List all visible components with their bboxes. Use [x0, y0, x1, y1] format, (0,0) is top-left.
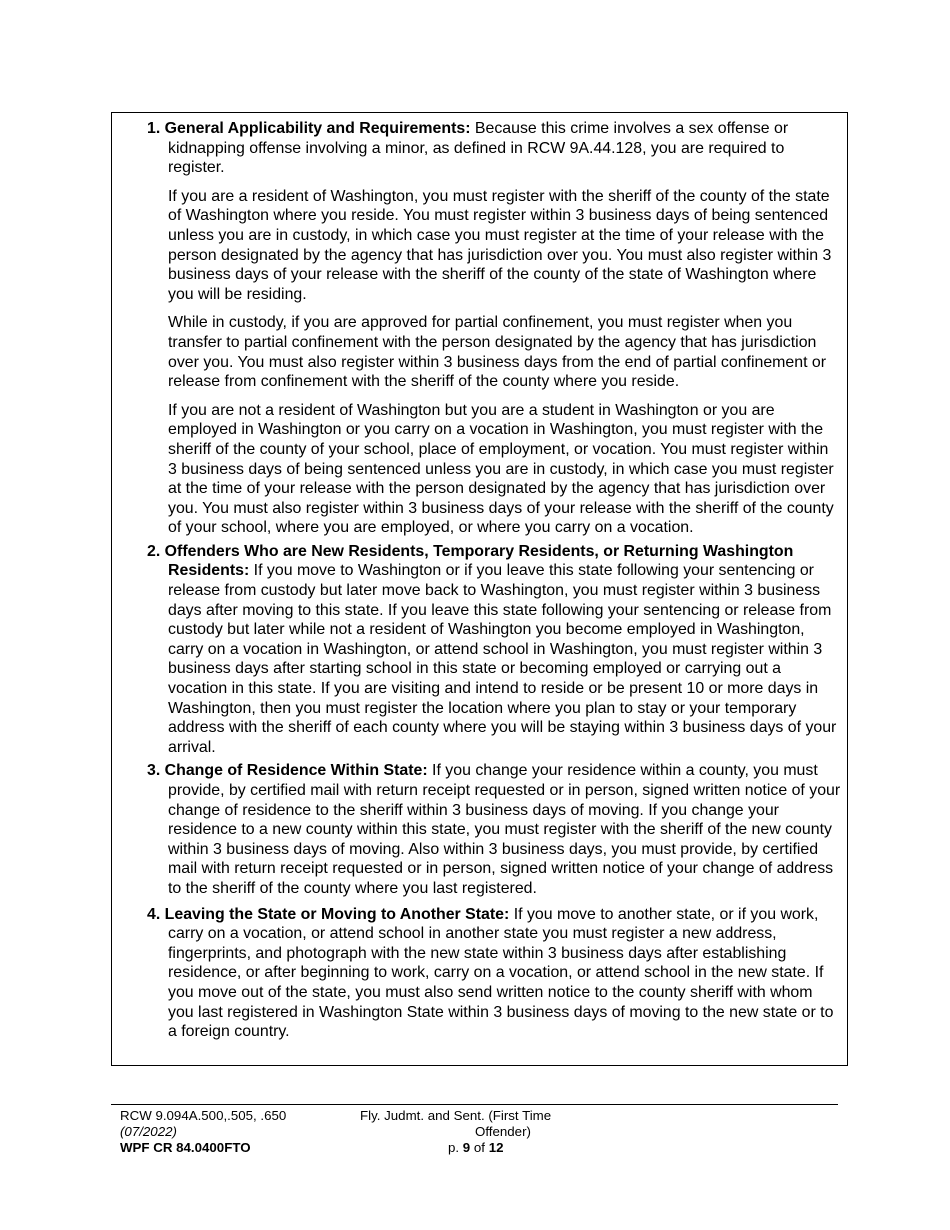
footer-form-id: WPF CR 84.0400FTO: [120, 1140, 251, 1155]
section-heading: 3. Change of Residence Within State:: [147, 762, 428, 780]
section-text: If you change your residence within a county, you must provide, by certified mail with return receipt requested or in person, signed written notice of your change of residence to the sheriff within 3 business days of moving. If you change your residence to a new county within this state, you must register with the sheriff of the new county within 3 business days of moving. Also within 3 business days, you must provide, by certified mail with return receipt requested or in person, signed written notice of your change of address to the sheriff of the county where you last registered.: [168, 762, 841, 897]
section-heading: 1. General Applicability and Requirements:: [147, 120, 471, 137]
section-text: If you move to Washington or if you leave this state following your sentencing or release from custody but later move back to Washington, you must register within 3 business days after moving to this state. If you leave this state following your sentencing or release from custody but later while not a resident of Washington you become employed in Washington, carry on a vocation in Washington, or attend school in Washington, you must register within 3 business days after starting school in this state or becoming employed or carrying out a vocation in this state. If you are visiting and intend to reside or be present 10 or more days in Washington, then you must register the location where you plan to stay or your temporary address with the sheriff of each county where you will be staying within 3 business days of your arrival.: [168, 562, 837, 756]
footer-title-line2: Offender): [475, 1124, 531, 1139]
paragraph: If you are a resident of Washington, you must register with the sheriff of the county of the state of Washington where you reside. You must register within 3 business days of being sentenced unless you are in custody, in which case you must register at the time of your release with the person designated by the agency that has jurisdiction over you. You must also register within 3 business days of your release with the sheriff of the county of the state of Washington where you will be residing.: [168, 187, 832, 303]
footer-rcw: RCW 9.094A.500,.505, .650: [120, 1108, 287, 1123]
footer-date: (07/2022): [120, 1124, 177, 1139]
section-text: Because this crime involves a sex offense or kidnapping offense involving a minor, as defined in RCW 9A.44.128, you are required to register.: [168, 120, 789, 177]
footer-divider: [111, 1104, 838, 1105]
paragraph: While in custody, if you are approved for partial confinement, you must register when you transfer to partial confinement with the person designated by the agency that has jurisdiction over you. You must also register within 3 business days from the end of partial confinement or release from confinement with the sheriff of the county where you reside.: [168, 314, 827, 391]
footer-left: [120, 1108, 286, 1156]
paragraph: If you are not a resident of Washington but you are a student in Washington or you are employed in Washington or you carry on a vocation in Washington, you must register with the sheriff of the county of your school, place of employment, or vocation. You must register within 3 business days of being sentenced unless you are in custody, in which case you must register at the time of your release with the person designated by the agency that has jurisdiction over you. You must also register within 3 business days of your release with the sheriff of the county of your school, where you are employed, or where you carry on a vocation.: [168, 401, 834, 537]
section-text: If you move to another state, or if you work, carry on a vocation, or attend school in another state you must register a new address, fingerprints, and photograph with the new state within 3 business days after establishing residence, or after beginning to work, carry on a vocation, or attend school in the new state. If you move out of the state, you must also send written notice to the county sheriff with whom you last registered in Washington State within 3 business days of moving to the new state or to a foreign country.: [168, 905, 834, 1041]
footer-center: [360, 1108, 580, 1156]
document-body: [147, 119, 841, 1042]
footer-title-line1: Fly. Judmt. and Sent. (First Time: [360, 1108, 552, 1123]
section-change-of-residence: [147, 761, 841, 898]
section-heading: 2. Offenders Who are New Residents, Temporary Residents, or Returning Washington Residents:: [147, 542, 794, 580]
section-general-applicability: [147, 119, 841, 538]
page-number: p. 9 of 12: [448, 1140, 504, 1155]
section-leaving-state: [147, 905, 841, 1042]
section-new-residents: [147, 542, 841, 758]
section-heading: 4. Leaving the State or Moving to Another State:: [147, 905, 510, 923]
